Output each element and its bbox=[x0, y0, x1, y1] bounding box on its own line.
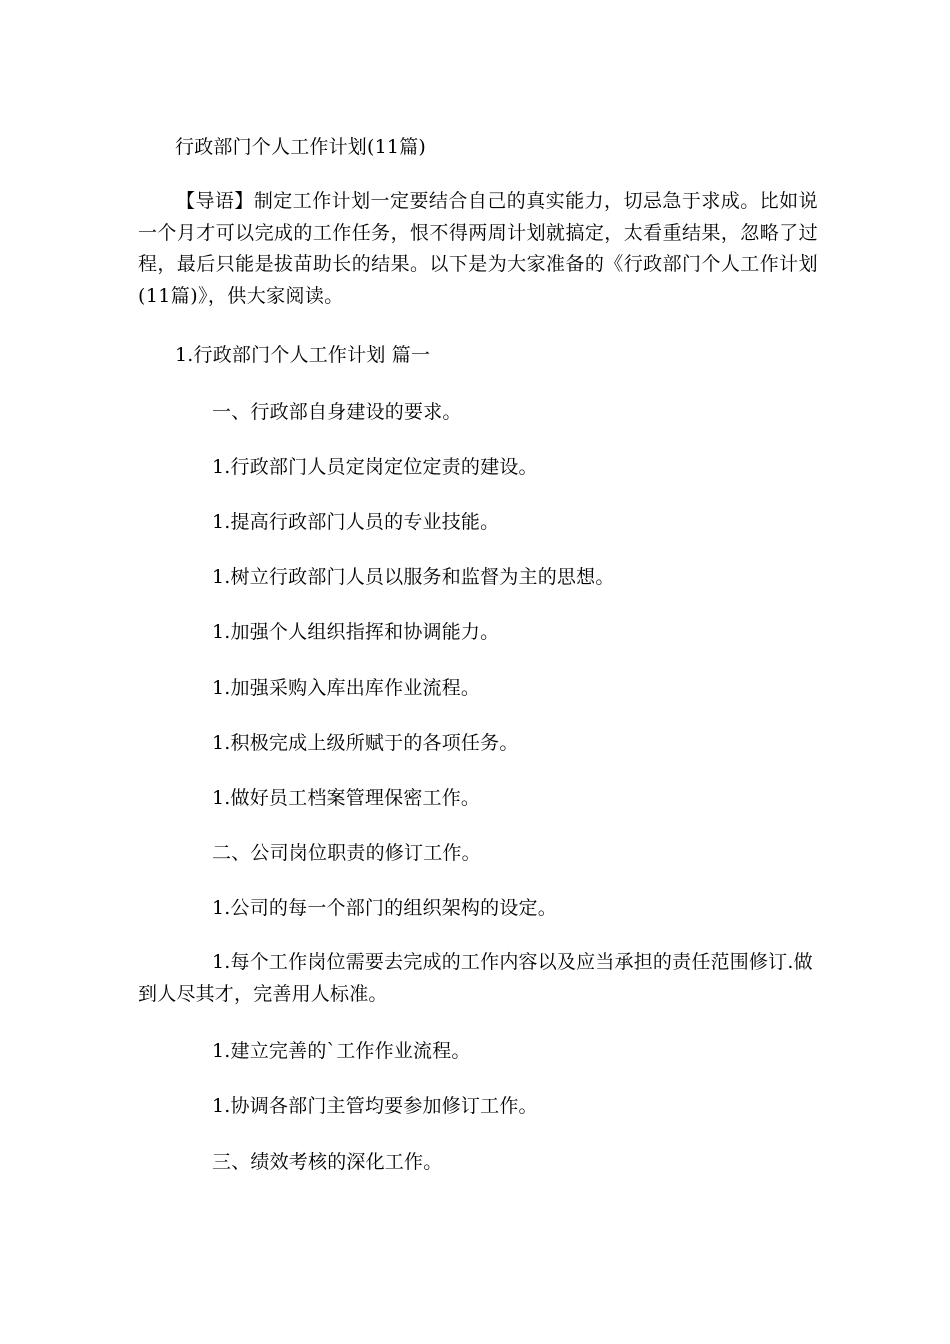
list-item: 二、公司岗位职责的修订工作。 bbox=[212, 842, 481, 864]
list-item: 三、绩效考核的深化工作。 bbox=[212, 1151, 443, 1173]
list-item: 1.每个工作岗位需要去完成的工作内容以及应当承担的责任范围修订.做到人尽其才，完善用人标准。 bbox=[138, 951, 813, 1005]
list-item: 1.行政部门人员定岗定位定责的建设。 bbox=[212, 456, 538, 478]
intro-paragraph: 【导语】制定工作计划一定要结合自己的真实能力，切忌急于求成。比如说一个月才可以完成的工作任务，恨不得两周计划就搞定，太看重结果，忽略了过程，最后只能是拔苗助长的结果。以下是为大家准备的《行政部门个人工作计划(11篇)》，供大家阅读。 bbox=[138, 190, 818, 307]
list-item: 1.树立行政部门人员以服务和监督为主的思想。 bbox=[212, 566, 615, 588]
list-item: 1.提高行政部门人员的专业技能。 bbox=[212, 511, 500, 533]
list-item: 一、行政部自身建设的要求。 bbox=[212, 401, 462, 423]
list-item: 1.公司的每一个部门的组织架构的设定。 bbox=[212, 897, 557, 919]
list-item: 1.建立完善的`工作作业流程。 bbox=[212, 1040, 471, 1062]
section-heading: 1.行政部门个人工作计划 篇一 bbox=[175, 344, 431, 366]
document-title: 行政部门个人工作计划(11篇) bbox=[175, 136, 427, 158]
list-item: 1.协调各部门主管均要参加修订工作。 bbox=[212, 1095, 538, 1117]
list-item: 1.积极完成上级所赋于的各项任务。 bbox=[212, 732, 519, 754]
list-item: 1.加强采购入库出库作业流程。 bbox=[212, 677, 481, 699]
list-item: 1.做好员工档案管理保密工作。 bbox=[212, 787, 481, 809]
list-item: 1.加强个人组织指挥和协调能力。 bbox=[212, 621, 500, 643]
